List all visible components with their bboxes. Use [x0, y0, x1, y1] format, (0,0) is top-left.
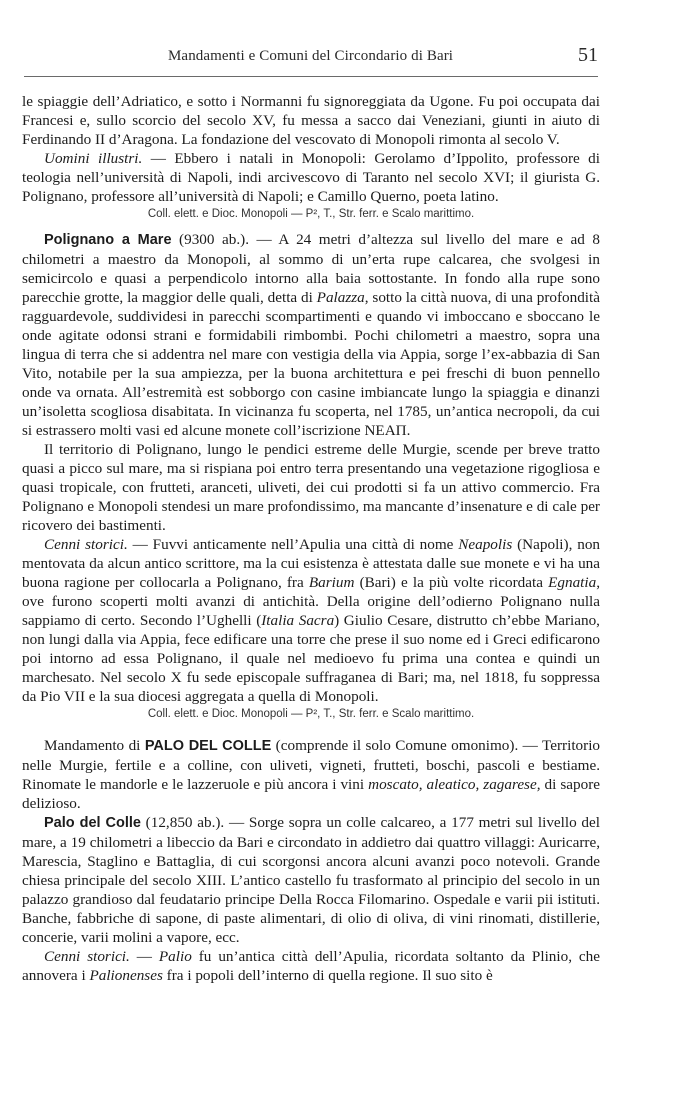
palo-cenni-text-1: —	[129, 948, 159, 965]
polignano-territorio-text: Il territorio di Polignano, lungo le pendici estreme delle Murgie, scende per breve tratto quasi a picco sul mare, ma si rispiana poi entro terra presentando una vegetazione rigogliosa e quasi tropicale, con frutteti, aranceti, uliveti, dei cui prodotti si fa un attivo commercio. Fra Polignano e Monopoli stendesi un mare profondissimo, ma mancante d’insenature e di cale per ricovero dei bastimenti.	[22, 441, 600, 534]
palo-mandamento-prefix: Mandamento di	[44, 737, 145, 754]
polignano-cenni-text-3: (Bari) e la più volte ricordata	[354, 574, 549, 591]
neapolis-term: Neapolis	[458, 536, 513, 553]
polignano-intro-text: (9300 ab.). — A 24 metri d’altezza sul livello del mare e ad 8 chilometri a maestro da Monopoli, al sommo di un’erta rupe calcarea, che svolgesi in semicircolo e quasi a perpendicolo intorno alla baia sottostante. In fondo alla rupe sono parecchie grotte, la maggior delle quali, detta di	[22, 231, 600, 306]
polignano-territorio-paragraph	[22, 440, 600, 535]
palo-cenni-paragraph	[22, 947, 600, 985]
polignano-cenni-text-5: ) Giulio Cesare, distrutto ch’ebbe Mariano, non lungi dalla via Appia, fece edificare una torre che prese il suo nome ed i Greci edificarono poi intorno ad essa Polignano, il quale nel medioevo fu prima una contea e quindi un marchesato. Nel secolo X fu sede episcopale suffraganea di Bari; ma, nel 1818, fu soppressa da Pio VII e la sua diocesi aggregata a quella di Monopoli.	[22, 612, 600, 705]
monopoli-history-text: le spiaggie dell’Adriatico, e sotto i Normanni fu signoreggiata da Ugone. Fu poi occupata dai Francesi e, sullo scorcio del secolo XV, fu messa a sacco dai Veneziani, giunti in aiuto di Ferdinando II d’Aragona. La fondazione del vescovato di Monopoli rimonta al secolo V.	[22, 93, 600, 148]
uomini-illustri-text: — Ebbero i natali in Monopoli: Gerolamo d’Ippolito, professore di teologia nell’università di Napoli, indi arcivescovo di Taranto nel secolo XVI; il giurista G. Polignano, professore all’università di Napoli; e Camillo Querno, poeta latino.	[22, 150, 600, 205]
palo-cenni-text-2: fu un’antica città dell’Apulia, ricordata soltanto da Plinio, che annovera i	[22, 948, 601, 984]
polignano-cenni-text-2: (Napoli), non mentovata da alcun antico scrittore, ma la cui esistenza è attestata dalle sue monete e vi ha una buona ragione per collocarla a Polignano, fra	[22, 536, 601, 591]
barium-term: Barium	[308, 574, 355, 591]
palo-heading: Palo del Colle	[44, 815, 141, 831]
italia-sacra-term: Italia Sacra	[261, 612, 335, 629]
palo-cenni-label: Cenni storici.	[44, 948, 130, 965]
polignano-cenni-text-4: , ove furono scoperti molti avanzi di antichità. Della origine dell’odierno Polignano nulla sappiamo di certo. Secondo l’Ughelli (	[22, 574, 600, 629]
egnatia-term: Egnatia	[548, 574, 597, 591]
page-number: 51	[578, 44, 598, 66]
palo-mandamento-text: (comprende il solo Comune omonimo). — Territorio nelle Murgie, fertile e a colline, con uliveti, vigneti, frutteti, boschi, pascoli e bestiame. Rinomate le mandorle e le lazzeruole e più ancora i vini	[22, 737, 601, 793]
polignano-cenni-label: Cenni storici.	[44, 536, 128, 553]
palo-intro-paragraph	[22, 813, 600, 947]
palionenses-term: Palionenses	[89, 967, 163, 984]
running-title: Mandamenti e Comuni del Circondario di Bari	[168, 48, 454, 64]
polignano-cenni-text-1: — Fuvvi anticamente nell’Apulia una città di nome	[127, 536, 459, 553]
polignano-heading: Polignano a Mare	[44, 232, 172, 248]
monopoli-history-paragraph	[22, 92, 600, 149]
polignano-intro-paragraph	[22, 230, 600, 440]
header-rule	[24, 76, 598, 77]
palo-intro-text: (12,850 ab.). — Sorge sopra un colle calcareo, a 177 metri sul livello del mare, a 19 chilometri a libeccio da Bari e circondato in addietro dai quattro villaggi: Auricarre, Marescia, Staglino e Battaglia, di cui scorgonsi ancora alcuni avanzi poco notevoli. Grande chiesa principale del secolo XIII. L’antico castello fu trasformato al principio del secolo in un palazzo grandioso dal feudatario principe Della Rocca Filomarino. Ospedale e varii pii istituti. Banche, fabbriche di sapone, di paste alimentari, di olio di oliva, di vini rinomati, distillerie, concerie, varii molini a vapore, ecc.	[22, 814, 600, 946]
palo-mandamento-paragraph	[22, 736, 600, 813]
polignano-meta-line: Coll. elett. e Dioc. Monopoli — P², T., Str. ferr. e Scalo marittimo.	[147, 708, 475, 720]
palio-term: Palio	[158, 948, 192, 965]
palo-mandamento-heading: PALO DEL COLLE	[144, 738, 272, 754]
page-body	[22, 92, 600, 985]
uomini-illustri-paragraph	[22, 149, 600, 206]
palo-cenni-text-3: fra i popoli dell’interno di quella regione. Il suo sito è	[162, 967, 493, 984]
page-header	[0, 44, 700, 72]
palazza-term: Palazza	[316, 289, 365, 306]
polignano-cenni-paragraph	[22, 535, 600, 706]
palo-mandamento-end: di sapore delizioso.	[22, 776, 600, 812]
palo-wines-term: moscato, aleatico, zagarese,	[368, 776, 541, 793]
uomini-illustri-label: Uomini illustri.	[44, 150, 143, 167]
polignano-intro-text-2: , sotto la città nuova, di una profondità ragguardevole, suddividesi in parecchi scompartimenti e quando vi imboccano e sboccano le onde agitate odonsi strani e formidabili rimbombi. Pochi chilometri a maestro, sopra una lingua di terra che si addentra nel mare con vestigia della via Appia, sorge l’ex-abbazia di San Vito, notabile per la sua ampiezza, per la buona architettura e pei freschi di buon pennello onde va ornata. All’estremità est sobborgo con casine imbiancate lungo la spiaggia e dinanzi un’isoletta scogliosa disabitata. In vicinanza fu scoperta, nel 1785, un’antica necropoli, da cui si estrassero molti vasi ed alcune monete coll’iscrizione NEAΠ.	[22, 289, 600, 439]
monopoli-meta-line: Coll. elett. e Dioc. Monopoli — P², T., Str. ferr. e Scalo marittimo.	[147, 208, 475, 220]
